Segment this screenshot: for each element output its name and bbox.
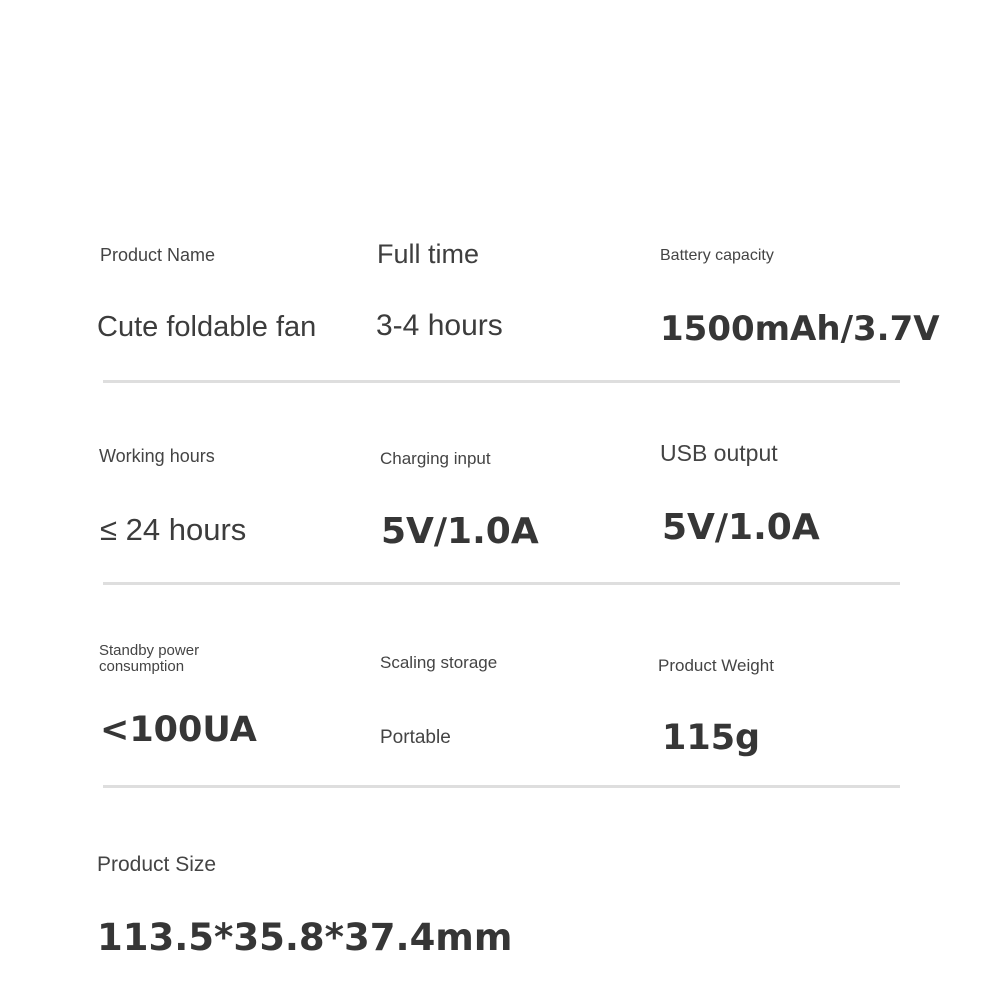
working-hours-label: Working hours bbox=[99, 446, 215, 466]
product-weight-value: 115g bbox=[662, 718, 761, 758]
row-divider-1 bbox=[103, 380, 900, 383]
product-name-value: Cute foldable fan bbox=[97, 311, 317, 343]
product-size-value: 113.5*35.8*37.4mm bbox=[97, 916, 513, 959]
product-size-label: Product Size bbox=[97, 853, 217, 876]
battery-capacity-value: 1500mAh/3.7V bbox=[660, 309, 940, 349]
full-time-label: Full time bbox=[377, 239, 480, 269]
usb-output-label: USB output bbox=[660, 440, 778, 466]
standby-power-value: <100UA bbox=[100, 710, 257, 750]
scaling-storage-value: Portable bbox=[380, 727, 451, 748]
product-weight-label: Product Weight bbox=[658, 656, 774, 675]
standby-power-label: Standby power consumption bbox=[99, 642, 200, 675]
charging-input-label: Charging input bbox=[380, 449, 491, 468]
working-hours-value: ≤ 24 hours bbox=[100, 512, 247, 547]
product-name-label: Product Name bbox=[100, 245, 216, 265]
scaling-storage-label: Scaling storage bbox=[380, 653, 498, 672]
charging-input-value: 5V/1.0A bbox=[381, 511, 539, 552]
battery-capacity-label: Battery capacity bbox=[660, 247, 774, 264]
row-divider-2 bbox=[103, 582, 900, 585]
full-time-value: 3-4 hours bbox=[376, 309, 503, 342]
row-divider-3 bbox=[103, 785, 900, 788]
usb-output-value: 5V/1.0A bbox=[662, 507, 820, 548]
